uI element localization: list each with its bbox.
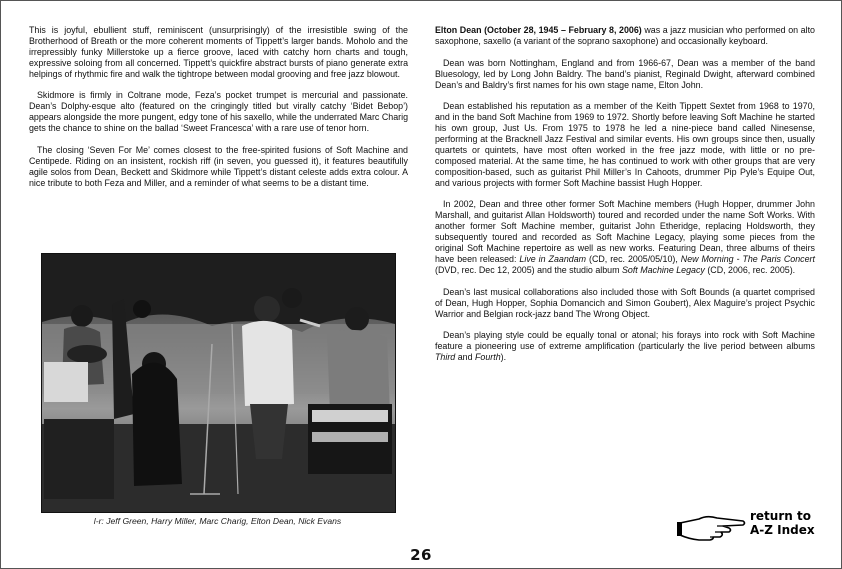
- album-title-third: Third: [435, 352, 456, 363]
- album-title-1: Live in Zaandam: [519, 253, 587, 264]
- photo-caption: l-r: Jeff Green, Harry Miller, Marc Charig, Elton Dean, Nick Evans: [93, 516, 342, 526]
- pointing-hand-icon: [677, 511, 747, 541]
- right-paragraph-1: [435, 25, 815, 47]
- right-paragraph-3: Dean established his reputation as a member of the Keith Tippett Sextet from 1968 to 1970, and in the band Soft Machine from 1969 to 1972. Shortly before leaving Soft Machine he started his own group, Just Us. From 1975 to 1978 he led a nine-piece band called Ninesense, performing at the Bracknell Jazz Festival and similar events. His own groups since then, usually quartets or quintets, have most often worked in the free jazz mode, with little or no pre-composed material. At the same time, he has continued to work with other groups that are very composition-based, such as guitarist Phil Miller’s In Cahoots, drummer Pip Pyle’s Equipe Out, and various projects with former Soft Machine bassist Hugh Hopper.: [435, 101, 815, 188]
- right-paragraph-1-heading: Elton Dean (October 28, 1945 – February 8, 2006): [435, 25, 642, 35]
- left-paragraph-1: This is joyful, ebullient stuff, reminiscent (unsurprisingly) of the irresistible swing of the Brotherhood of Breath or the more coherent moments of Tippett’s larger bands. Moholo and the irrepressibly funky Millerstoke up a fierce groove, laced with catchy horn charts and tough, expressive soloing from all concerned. Tippett’s quickfire abstract bursts of piano generate extra helpings of rhythmic fire and walk the tightrope between modal grooving and free jazz blowout.: [29, 25, 408, 79]
- right-paragraph-4: [435, 199, 815, 275]
- right-column: [435, 25, 815, 374]
- album-title-2: New Morning - The Paris Concert: [680, 253, 815, 264]
- return-to-index-link[interactable]: [677, 509, 825, 543]
- left-paragraph-2: Skidmore is firmly in Coltrane mode, Feza’s pocket trumpet is mercurial and passionate. Dean’s Dolphy-esque alto (featured on the cringingly titled but virally catchy ‘Bidet Bebop’) appears alongside the more pungent, edgy tone of his saxello, while the underrated Marc Charig gets the chance to shine on the ballad ‘Sweet Francesca’ with a rare use of tenor horn.: [29, 90, 408, 134]
- right-paragraph-4-text-a: In 2002, Dean and three other former Soft Machine members (Hugh Hopper, drummer John Marshall, and guitarist Allan Holdsworth) toured and recorded under the name Soft Works. With another former Soft Machine member, guitarist John Etheridge, replacing Holdsworth, they subsequently toured and recorded as Soft Machine Legacy, playing some pieces from the original Soft Machine repertoire as well as new works. Featuring Dean, three albums of theirs have been released:: [435, 199, 815, 264]
- left-paragraph-3: The closing ‘Seven For Me’ comes closest to the free-spirited fusions of Soft Machine and Centipede. Riding on an insistent, rockish riff (in seven, you guessed it), it features beautifully agile solos from Dean, Beckett and Skidmore while Tippett’s distant celeste adds extra colour. A nice tribute to both Feza and Miller, and a reminder of what seems to be a distant time.: [29, 144, 408, 188]
- album-title-fourth: Fourth: [474, 352, 501, 363]
- right-paragraph-6-text-c: ).: [500, 352, 507, 363]
- right-paragraph-4-text-b: (CD, rec. 2005/05/10),: [586, 253, 681, 264]
- left-column: [29, 25, 408, 199]
- return-link-label[interactable]: [750, 510, 815, 537]
- right-paragraph-6-text-b: and: [455, 352, 475, 363]
- right-paragraph-2: Dean was born Nottingham, England and from 1966-67, Dean was a member of the band Bluesology, led by Long John Baldry. The band’s pianist, Reginald Dwight, afterward combined Dean’s and Baldry’s first names for his own stage name, Elton John.: [435, 57, 815, 90]
- right-paragraph-6: [435, 330, 815, 363]
- right-paragraph-5: Dean’s last musical collaborations also included those with Soft Bounds (a quartet comprised of Dean, Hugh Hopper, Sophia Domancich and Simon Goubert), Alex Maguire’s project Psychic Warrior and Belgian rock-jazz band The Wrong Object.: [435, 286, 815, 319]
- band-photo: [41, 253, 396, 513]
- right-paragraph-6-text-a: Dean’s playing style could be equally tonal or atonal; his forays into rock with Soft Machine feature a pioneering use of extreme amplification (particularly the live period between albums: [435, 330, 815, 352]
- album-title-3: Soft Machine Legacy: [621, 264, 705, 275]
- right-paragraph-4-text-d: (CD, 2006, rec. 2005).: [704, 264, 796, 275]
- right-paragraph-4-text-c: (DVD, rec. Dec 12, 2005) and the studio album: [435, 264, 622, 275]
- return-line-2: A-Z Index: [750, 522, 815, 537]
- right-paragraph-1-text: was a jazz musician who performed on alto saxophone, saxello (a variant of the soprano saxophone) and occasionally keyboard.: [435, 25, 815, 46]
- page-number: 26: [410, 546, 432, 564]
- return-line-1: return to: [750, 509, 811, 523]
